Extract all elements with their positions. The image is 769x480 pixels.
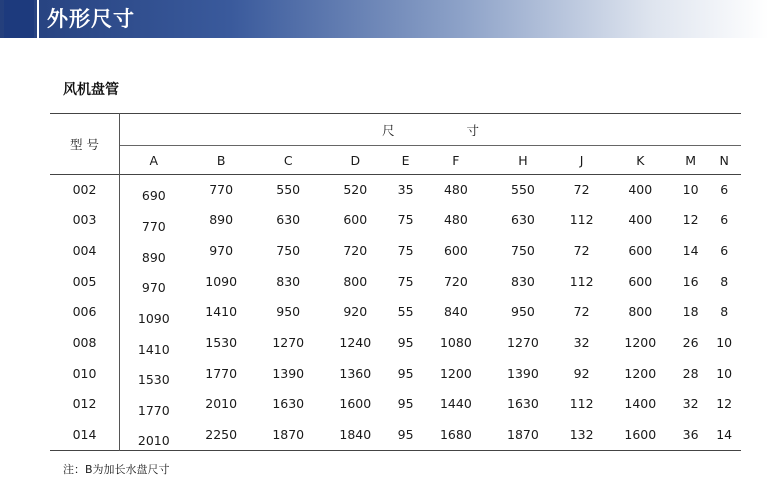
value-cell-k: 1200	[624, 365, 657, 381]
value-cell-f: 600	[443, 242, 468, 258]
value-cell-h: 630	[511, 212, 535, 228]
value-cell-a: 970	[141, 280, 166, 296]
value-cell-d: 920	[343, 304, 368, 320]
value-cell-h: 950	[511, 304, 535, 320]
column-header-h: H	[489, 146, 556, 175]
table-row	[50, 328, 741, 359]
value-cell-f: 1680	[439, 427, 472, 442]
dimensions-table	[50, 113, 741, 451]
column-header-b: B	[188, 146, 255, 175]
column-header-m: M	[674, 146, 708, 175]
value-cell-c: 750	[276, 242, 301, 258]
value-cell-e: 95	[397, 396, 414, 412]
value-cell-h: 750	[511, 242, 535, 258]
value-cell-k: 600	[628, 273, 653, 289]
value-cell-h: 1870	[507, 427, 539, 442]
value-cell-e: 75	[397, 242, 414, 258]
value-cell-b: 2250	[205, 427, 238, 442]
value-cell-f: 1440	[439, 396, 472, 412]
value-cell-a: 1530	[137, 372, 170, 388]
value-cell-c: 1390	[272, 365, 305, 381]
value-cell-k: 600	[628, 242, 653, 258]
value-cell-f: 720	[443, 273, 468, 289]
value-cell-a: 1090	[137, 310, 170, 326]
value-cell-j: 92	[573, 365, 590, 381]
value-cell-k: 400	[628, 182, 653, 197]
table-body	[50, 175, 741, 451]
value-cell-m: 16	[682, 273, 699, 289]
value-cell-h: 830	[511, 273, 535, 289]
model-cell: 005	[50, 267, 120, 298]
value-cell-h: 1630	[507, 396, 539, 412]
value-cell-m: 10	[682, 182, 699, 197]
value-cell-c: 1630	[272, 396, 305, 412]
value-cell-d: 1600	[339, 396, 372, 412]
value-cell-e: 95	[397, 365, 414, 381]
model-cell: 002	[50, 175, 120, 206]
column-header-j: J	[556, 146, 606, 175]
value-cell-j: 112	[569, 396, 594, 412]
value-cell-m: 36	[682, 427, 699, 442]
model-cell: 014	[50, 420, 120, 451]
value-cell-k: 800	[628, 304, 653, 320]
column-header-n: N	[707, 146, 741, 175]
value-cell-n: 6	[720, 242, 729, 258]
table-row	[50, 297, 741, 328]
value-cell-k: 1600	[624, 427, 657, 442]
value-cell-h: 1390	[507, 365, 539, 381]
value-cell-k: 1400	[624, 396, 657, 412]
table-row	[50, 175, 741, 206]
value-cell-m: 18	[682, 304, 699, 320]
value-cell-j: 72	[573, 242, 590, 258]
value-cell-d: 1840	[339, 427, 372, 442]
value-cell-b: 1410	[205, 304, 238, 320]
dimension-header-right: 寸	[466, 122, 480, 138]
value-cell-j: 132	[569, 427, 594, 442]
value-cell-d: 800	[343, 273, 368, 289]
value-cell-m: 32	[682, 396, 699, 412]
value-cell-d: 1360	[339, 365, 372, 381]
section-subtitle: 风机盘管	[63, 82, 119, 98]
value-cell-n: 6	[720, 182, 729, 197]
value-cell-c: 1270	[272, 334, 305, 350]
value-cell-b: 1770	[205, 365, 238, 381]
value-cell-b: 1530	[205, 334, 238, 350]
column-header-d: D	[322, 146, 389, 175]
page-title: 外形尺寸	[47, 7, 135, 31]
table-row	[50, 359, 741, 390]
value-cell-d: 600	[343, 212, 368, 228]
value-cell-k: 1200	[624, 334, 657, 350]
value-cell-b: 770	[209, 182, 234, 197]
table-row	[50, 389, 741, 420]
value-cell-b: 1090	[205, 273, 238, 289]
value-cell-h: 1270	[507, 334, 539, 350]
value-cell-m: 12	[682, 212, 699, 228]
value-cell-c: 830	[276, 273, 301, 289]
value-cell-c: 1870	[272, 427, 305, 442]
value-cell-a: 770	[141, 218, 166, 234]
value-cell-n: 6	[720, 212, 729, 228]
dimension-group-header	[120, 114, 742, 146]
value-cell-b: 970	[209, 242, 234, 258]
value-cell-n: 10	[716, 334, 733, 350]
value-cell-k: 400	[628, 212, 653, 228]
value-cell-e: 55	[397, 304, 414, 320]
value-cell-a: 690	[141, 188, 166, 204]
value-cell-a: 1410	[137, 341, 170, 357]
value-cell-j: 112	[569, 212, 594, 228]
value-cell-d: 520	[343, 182, 368, 197]
value-cell-h: 550	[511, 182, 535, 197]
model-cell: 006	[50, 297, 120, 328]
value-cell-n: 12	[716, 396, 733, 412]
value-cell-m: 26	[682, 334, 699, 350]
column-header-c: C	[255, 146, 322, 175]
dimension-letter-row	[50, 146, 741, 175]
column-header-k: K	[607, 146, 674, 175]
value-cell-b: 2010	[205, 396, 238, 412]
model-cell: 003	[50, 205, 120, 236]
value-cell-j: 112	[569, 273, 594, 289]
value-cell-a: 1770	[137, 403, 170, 418]
table-row	[50, 267, 741, 298]
value-cell-f: 1200	[439, 365, 472, 381]
model-cell: 012	[50, 389, 120, 420]
value-cell-m: 28	[682, 365, 699, 381]
value-cell-e: 95	[397, 334, 414, 350]
value-cell-d: 720	[343, 242, 368, 258]
value-cell-n: 8	[720, 304, 729, 320]
value-cell-j: 32	[573, 334, 590, 350]
value-cell-j: 72	[573, 304, 590, 320]
value-cell-a: 2010	[137, 433, 170, 449]
value-cell-c: 950	[276, 304, 301, 320]
value-cell-m: 14	[682, 242, 699, 258]
value-cell-n: 14	[716, 427, 733, 442]
value-cell-e: 95	[397, 427, 414, 442]
model-cell: 008	[50, 328, 120, 359]
value-cell-n: 8	[720, 273, 729, 289]
column-header-e: E	[389, 146, 423, 175]
column-header-a: A	[120, 146, 188, 175]
value-cell-j: 72	[573, 182, 590, 197]
dimension-header-left: 尺	[381, 122, 395, 138]
table-row	[50, 236, 741, 267]
header-divider	[37, 0, 39, 38]
value-cell-e: 75	[397, 212, 414, 228]
header-accent-block	[4, 0, 34, 38]
value-cell-b: 890	[209, 212, 234, 228]
column-header-f: F	[422, 146, 489, 175]
value-cell-d: 1240	[339, 334, 372, 350]
value-cell-c: 630	[276, 212, 301, 228]
footnote: 注：B为加长水盘尺寸	[63, 463, 170, 476]
value-cell-f: 480	[443, 212, 468, 228]
model-column-header: 型 号	[50, 114, 120, 175]
value-cell-f: 480	[443, 182, 468, 197]
value-cell-e: 75	[397, 273, 414, 289]
table-row	[50, 420, 741, 451]
model-cell: 010	[50, 359, 120, 390]
value-cell-e: 35	[397, 182, 414, 197]
value-cell-a: 890	[141, 249, 166, 265]
value-cell-n: 10	[716, 365, 733, 381]
value-cell-c: 550	[276, 182, 301, 197]
model-cell: 004	[50, 236, 120, 267]
table-row	[50, 205, 741, 236]
value-cell-f: 840	[443, 304, 468, 320]
value-cell-f: 1080	[439, 334, 472, 350]
